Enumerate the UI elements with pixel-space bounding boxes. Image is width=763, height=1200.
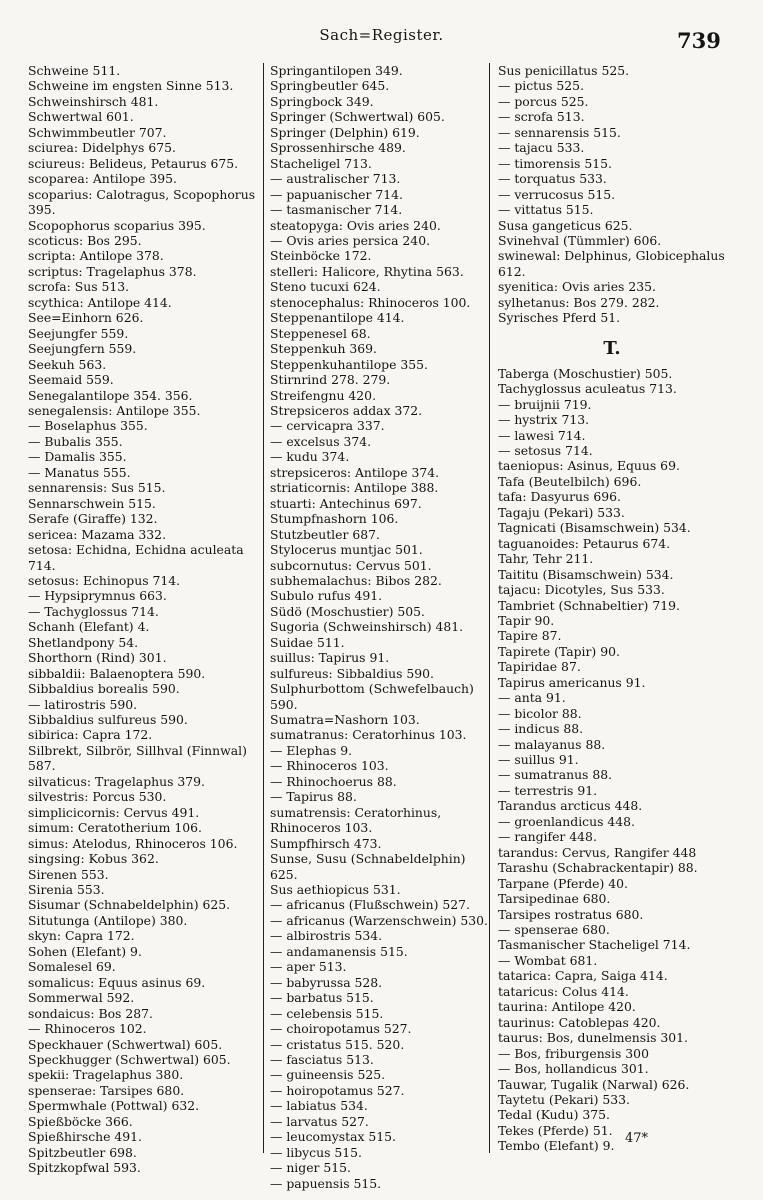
index-entry: Schanh (Elefant) 4. (28, 619, 150, 635)
index-entry: Shetlandpony 54. (28, 634, 139, 650)
index-entry: taeniopus: Asinus, Equus 69. (498, 458, 680, 474)
index-entry: — groenlandicus 448. (498, 813, 635, 829)
index-entry: — lawesi 714. (498, 427, 586, 443)
index-entry: — suillus 91. (498, 752, 579, 768)
index-entry: Tapire 87. (498, 628, 562, 644)
index-entry: Springer (Delphin) 619. (270, 124, 420, 140)
index-entry: — anta 91. (498, 690, 566, 706)
index-entry: Seekuh 563. (28, 356, 107, 372)
index-entry: strepsiceros: Antilope 374. (270, 464, 440, 480)
index-entry: Tachyglossus aculeatus 713. (498, 381, 677, 397)
index-entry: — babyrussa 528. (270, 974, 383, 990)
index-entry: — africanus (Warzenschwein) 530. (270, 912, 488, 928)
index-entry: Tapir 90. (498, 612, 555, 628)
index-entry: — indicus 88. (498, 721, 584, 737)
index-entry: stuarti: Antechinus 697. (270, 495, 422, 511)
index-entry: Stirnrind 278. 279. (270, 372, 391, 388)
index-entry: — papuensis 515. (270, 1175, 382, 1191)
index-entry: Speckhugger (Schwertwal) 605. (28, 1052, 231, 1067)
index-entry: — hoiropotamus 527. (270, 1082, 405, 1098)
index-entry: — fasciatus 513. (270, 1052, 374, 1067)
index-entry: — leucomystax 515. (270, 1129, 396, 1145)
index-entry: Spießhirsche 491. (28, 1129, 142, 1145)
index-entry: Streifengnu 420. (270, 387, 377, 403)
index-entry: — Wombat 681. (498, 952, 598, 968)
index-entry: subcornutus: Cervus 501. (270, 557, 432, 573)
index-entry: — Bos, friburgensis 300 (498, 1045, 649, 1061)
index-entry: — bicolor 88. (498, 705, 582, 721)
index-entry: tarandus: Cervus, Rangifer 448 (498, 844, 697, 860)
index-entry: — choiropotamus 527. (270, 1021, 412, 1037)
index-entry: sulfureus: Sibbaldius 590. (270, 665, 435, 681)
index-entry: scoticus: Bos 295. (28, 232, 142, 248)
index-entry: — Rhinoceros 102. (28, 1021, 147, 1037)
index-entry: Sulphurbottom (Schwefelbauch) 590. (270, 681, 474, 712)
index-entry: Stylocerus muntjac 501. (270, 542, 423, 558)
signature-mark: 47* (625, 1131, 649, 1146)
index-entry: Südö (Moschustier) 505. (270, 603, 425, 619)
index-entry: — papuanischer 714. (270, 186, 403, 202)
index-entry: Sunse, Susu (Schnabeldelphin) 625. (270, 851, 466, 882)
index-entry: — Boselaphus 355. (28, 418, 148, 434)
index-entry: stenocephalus: Rhinoceros 100. (270, 294, 471, 310)
index-entry: — larvatus 527. (270, 1113, 369, 1129)
index-entry: Steppenesel 68. (270, 325, 371, 341)
index-entry: Stutzbeutler 687. (270, 526, 380, 542)
index-entry: Steinböcke 172. (270, 248, 372, 264)
index-entry: Tapiridae 87. (498, 659, 581, 675)
index-entry: Sus penicillatus 525. (498, 63, 630, 78)
index-entry: — australischer 713. (270, 171, 401, 187)
index-entry: — Hypsiprymnus 663. (28, 588, 167, 604)
index-entry: setosa: Echidna, Echidna aculeata 714. (28, 542, 244, 573)
index-entry: — Bos, hollandicus 301. (498, 1061, 649, 1077)
index-entry: See=Einhorn 626. (28, 310, 144, 326)
index-entry: Sisumar (Schnabeldelphin) 625. (28, 897, 231, 913)
index-entry: scoparea: Antilope 395. (28, 171, 177, 187)
index-entry: simus: Atelodus, Rhinoceros 106. (28, 835, 238, 851)
index-entry: Taytetu (Pekari) 533. (498, 1092, 630, 1107)
index-entry: Tarpane (Pferde) 40. (498, 875, 628, 891)
index-entry: — latirostris 590. (28, 696, 138, 712)
index-entry: silvestris: Porcus 530. (28, 789, 167, 805)
index-entry: Silbrekt, Silbrör, Sillhval (Finnwal) 587. (28, 742, 247, 774)
index-entry: Stumpfnashorn 106. (270, 511, 399, 527)
index-entry: scythica: Antilope 414. (28, 294, 172, 310)
index-entry: — sumatranus 88. (498, 767, 613, 783)
index-entry: — Tachyglossus 714. (28, 603, 159, 619)
index-entry: Springbock 349. (270, 93, 374, 109)
index-entry: suillus: Tapirus 91. (270, 650, 390, 666)
index-entry: — celebensis 515. (270, 1005, 384, 1021)
index-entry: Spermwhale (Pottwal) 632. (28, 1098, 200, 1114)
index-entry: tafa: Dasyurus 696. (498, 489, 621, 505)
index-entry: Sugoria (Schweinshirsch) 481. (270, 619, 464, 635)
index-entry: spenserae: Tarsipes 680. (28, 1082, 185, 1098)
index-entry: Schwimmbeutler 707. (28, 124, 167, 140)
index-entry: syenitica: Ovis aries 235. (498, 279, 656, 295)
index-entry: Sibbaldius borealis 590. (28, 681, 180, 697)
index-entry: stelleri: Halicore, Rhytina 563. (270, 263, 464, 279)
index-entry: — scrofa 513. (498, 109, 585, 125)
index-entry: — sennarensis 515. (498, 124, 621, 140)
index-entry: Senegalantilope 354. 356. (28, 387, 193, 403)
index-entry: Somalesel 69. (28, 959, 116, 975)
index-column-3 (498, 63, 726, 1154)
index-entry: tatarica: Capra, Saiga 414. (498, 968, 668, 984)
index-entry: — spenserae 680. (498, 922, 610, 938)
index-entry: — kudu 374. (270, 449, 350, 465)
index-entry: — vittatus 515. (498, 202, 594, 218)
index-entry: Sus aethiopicus 531. (270, 882, 401, 898)
index-entry: Tapirus americanus 91. (498, 674, 646, 690)
index-entry: Tarsipes rostratus 680. (498, 906, 644, 922)
index-entry: — Damalis 355. (28, 449, 127, 465)
index-entry: Springer (Schwertwal) 605. (270, 109, 445, 125)
index-entry: scripta: Antilope 378. (28, 248, 164, 264)
index-entry: scriptus: Tragelaphus 378. (28, 263, 197, 279)
index-entry: Seemaid 559. (28, 372, 114, 388)
index-entry: Sprossenhirsche 489. (270, 140, 406, 156)
index-entry: — andamanensis 515. (270, 943, 408, 959)
index-entry: Stacheligel 713. (270, 155, 372, 171)
index-entry: sennarensis: Sus 515. (28, 480, 166, 496)
index-entry: Syrisches Pferd 51. (498, 310, 621, 326)
section-letter-t: T. (603, 337, 621, 359)
index-entry: Situtunga (Antilope) 380. (28, 912, 188, 928)
index-entry: Tekes (Pferde) 51. (498, 1122, 613, 1138)
index-entry: scoparius: Calotragus, Scopophorus 395. (28, 186, 256, 218)
index-entry: Spitzkopfwal 593. (28, 1160, 141, 1176)
index-entry: Schweine 511. (28, 63, 121, 78)
index-entry: simum: Ceratotherium 106. (28, 820, 202, 836)
index-entry: skyn: Capra 172. (28, 928, 135, 944)
index-entry: Tarandus arcticus 448. (498, 798, 643, 814)
index-entry: Susa gangeticus 625. (498, 217, 633, 233)
index-entry: — Elephas 9. (270, 742, 353, 758)
index-entry: Schweinshirsch 481. (28, 93, 159, 109)
index-entry: Tasmanischer Stacheligel 714. (498, 937, 691, 953)
index-entry: Speckhauer (Schwertwal) 605. (28, 1036, 223, 1052)
index-entry: Tagaju (Pekari) 533. (498, 504, 625, 520)
index-entry: Steppenkuhantilope 355. (270, 356, 428, 372)
index-entry: Tembo (Elefant) 9. (498, 1138, 615, 1154)
index-entry: — aper 513. (270, 959, 347, 975)
index-entry: Sibbaldius sulfureus 590. (28, 712, 188, 728)
index-entry: taurus: Bos, dunelmensis 301. (498, 1030, 688, 1046)
index-column-2 (270, 63, 492, 1191)
index-entry: Sumatra=Nashorn 103. (270, 712, 420, 728)
index-entry: Svinehval (Tümmler) 606. (498, 232, 662, 248)
index-entry: Sohen (Elefant) 9. (28, 943, 142, 959)
index-entry: — tasmanischer 714. (270, 202, 403, 218)
index-entry: Springbeutler 645. (270, 78, 390, 94)
index-entry: — barbatus 515. (270, 990, 374, 1006)
index-entry: sciurea: Didelphys 675. (28, 140, 176, 156)
index-entry: Spießböcke 366. (28, 1113, 133, 1129)
index-entry: — hystrix 713. (498, 412, 590, 428)
index-entry: — terrestris 91. (498, 782, 598, 798)
index-entry: Sennarschwein 515. (28, 495, 156, 511)
index-entry: Tahr, Tehr 211. (498, 551, 594, 567)
index-entry: spekii: Tragelaphus 380. (28, 1067, 184, 1083)
running-head: Sach=Register. (319, 26, 444, 44)
index-entry: — Manatus 555. (28, 464, 131, 480)
index-entry: — verrucosus 515. (498, 186, 616, 202)
index-entry: setosus: Echinopus 714. (28, 572, 181, 588)
index-entry: Tedal (Kudu) 375. (498, 1107, 610, 1123)
index-entry: Tambriet (Schnabeltier) 719. (498, 597, 680, 613)
index-entry: simplicicornis: Cervus 491. (28, 804, 200, 820)
index-entry: Sumpfhirsch 473. (270, 835, 382, 851)
index-entry: — albirostris 534. (270, 928, 383, 944)
index-entry: — rangifer 448. (498, 829, 597, 845)
column-rule-left (263, 63, 264, 1153)
index-entry: steatopyga: Ovis aries 240. (270, 217, 441, 233)
index-entry: Steppenkuh 369. (270, 341, 377, 357)
index-entry: Suidae 511. (270, 634, 345, 650)
index-entry: — Ovis aries persica 240. (270, 232, 431, 248)
index-entry: Strepsiceros addax 372. (270, 402, 423, 418)
index-entry: tajacu: Dicotyles, Sus 533. (498, 582, 665, 598)
index-entry: — timorensis 515. (498, 155, 612, 171)
index-entry: Scopophorus scoparius 395. (28, 217, 206, 233)
index-entry: — labiatus 534. (270, 1098, 368, 1114)
index-entry: sumatranus: Ceratorhinus 103. (270, 727, 467, 743)
index-entry: taguanoides: Petaurus 674. (498, 535, 671, 551)
index-entry: sibirica: Capra 172. (28, 727, 153, 743)
index-entry: — bruijnii 719. (498, 396, 592, 412)
index-entry: — cristatus 515. 520. (270, 1036, 405, 1052)
index-entry: — Bubalis 355. (28, 433, 123, 449)
page-number: 739 (677, 28, 721, 53)
index-entry: — setosus 714. (498, 442, 593, 458)
index-entry: tataricus: Colus 414. (498, 983, 629, 999)
index-entry: Shorthorn (Rind) 301. (28, 650, 167, 666)
index-entry: — excelsus 374. (270, 433, 372, 449)
index-entry: Tarsipedinae 680. (498, 891, 611, 907)
index-entry: sciureus: Belideus, Petaurus 675. (28, 155, 239, 171)
index-entry: Schweine im engsten Sinne 513. (28, 78, 234, 94)
index-entry: Taititu (Bisamschwein) 534. (498, 566, 674, 582)
index-entry: Schwertwal 601. (28, 109, 134, 125)
index-entry: — guineensis 525. (270, 1067, 386, 1083)
index-entry: — niger 515. (270, 1160, 351, 1176)
index-entry: — pictus 525. (498, 78, 585, 94)
index-entry: subhemalachus: Bibos 282. (270, 572, 442, 588)
index-entry: senegalensis: Antilope 355. (28, 402, 201, 418)
index-entry: taurina: Antilope 420. (498, 999, 636, 1015)
index-entry: — libycus 515. (270, 1144, 362, 1160)
index-entry: swinewal: Delphinus, Globicephalus 612. (498, 248, 725, 279)
index-entry: sumatrensis: Ceratorhinus, Rhinoceros 103. (270, 804, 442, 836)
index-column-1 (28, 63, 263, 1176)
index-entry: singsing: Kobus 362. (28, 851, 159, 867)
index-entry: Tapirete (Tapir) 90. (498, 643, 620, 659)
index-entry: — Rhinochoerus 88. (270, 773, 397, 789)
index-entry: Taberga (Moschustier) 505. (498, 365, 673, 381)
index-entry: — cervicapra 337. (270, 418, 385, 434)
index-entry: Tagnicati (Bisamschwein) 534. (498, 520, 691, 536)
index-entry: — Tapirus 88. (270, 789, 357, 805)
index-entry: Steppenantilope 414. (270, 310, 405, 326)
index-entry: Seejungfern 559. (28, 341, 137, 357)
index-entry: scrofa: Sus 513. (28, 279, 130, 295)
index-entry: Subulo rufus 491. (270, 588, 383, 604)
index-entry: Serafe (Giraffe) 132. (28, 511, 158, 527)
index-entry: Spitzbeutler 698. (28, 1144, 137, 1160)
index-entry: Sirenen 553. (28, 866, 109, 882)
index-entry: — porcus 525. (498, 93, 589, 109)
index-entry: sericea: Mazama 332. (28, 526, 167, 542)
index-entry: striaticornis: Antilope 388. (270, 480, 439, 496)
index-entry: sylhetanus: Bos 279. 282. (498, 294, 660, 310)
index-entry: Sirenia 553. (28, 882, 105, 898)
index-entry: Sommerwal 592. (28, 990, 135, 1006)
index-entry: — torquatus 533. (498, 171, 607, 187)
index-entry: Seejungfer 559. (28, 325, 129, 341)
index-entry: somalicus: Equus asinus 69. (28, 974, 206, 990)
index-entry: — Rhinoceros 103. (270, 758, 389, 774)
index-entry: — tajacu 533. (498, 140, 585, 156)
index-entry: Tafa (Beutelbilch) 696. (498, 473, 642, 489)
index-entry: — africanus (Flußschwein) 527. (270, 897, 470, 913)
index-entry: Tarashu (Schabrackentapir) 88. (498, 860, 698, 876)
index-entry: sondaicus: Bos 287. (28, 1005, 153, 1021)
index-entry: Tauwar, Tugalik (Narwal) 626. (498, 1076, 690, 1092)
index-entry: taurinus: Catoblepas 420. (498, 1014, 661, 1030)
index-entry: silvaticus: Tragelaphus 379. (28, 773, 205, 789)
index-entry: Springantilopen 349. (270, 63, 403, 78)
index-entry: sibbaldii: Balaenoptera 590. (28, 665, 206, 681)
index-entry: Steno tucuxi 624. (270, 279, 381, 295)
index-entry: — malayanus 88. (498, 736, 606, 752)
